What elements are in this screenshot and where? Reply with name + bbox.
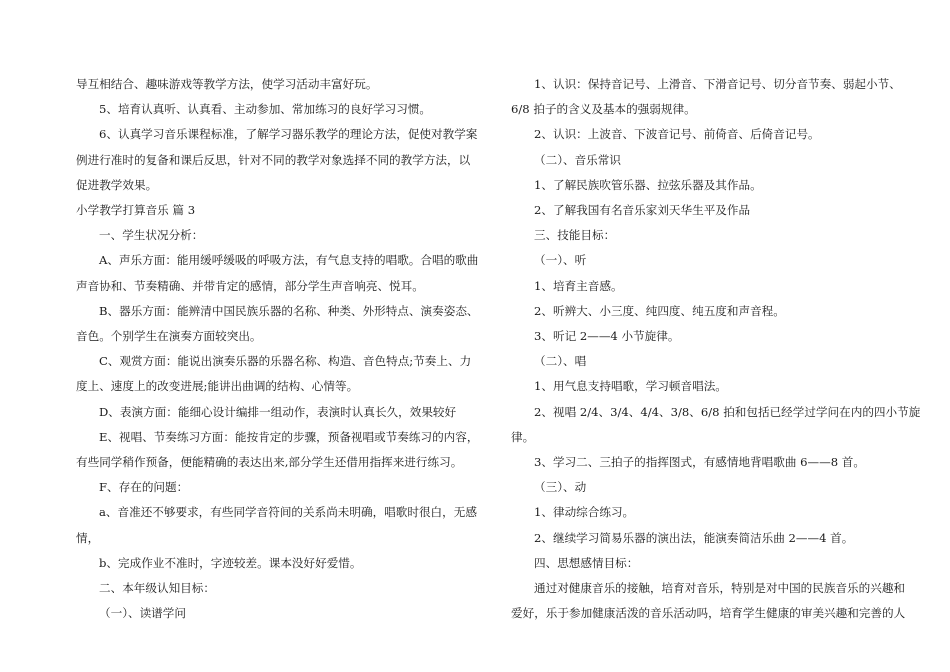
right-line-14: 2、视唱 2/4、3/4、4/4、3/8、6/8 拍和包括已经学过学问在内的四小节旋 <box>534 404 921 419</box>
left-line-16: 有些同学稍作预备，便能精确的表达出来,部分学生还借用指挥来进行练习。 <box>76 455 463 470</box>
right-line-5: 1、了解民族吹管乐器、拉弦乐器及其作品。 <box>534 177 762 192</box>
left-line-20: b、完成作业不准时，字迹较差。课本没好好爱惜。 <box>99 555 362 570</box>
right-line-3: 2、认识：上波音、下波音记号、前倚音、后倚音记号。 <box>534 127 820 142</box>
left-line-10: B、器乐方面：能辨清中国民族乐器的名称、种类、外形特点、演奏姿态、 <box>99 303 479 318</box>
left-line-22: （一）、读谱学问 <box>99 606 186 621</box>
left-line-11: 音色。个别学生在演奏方面较突出。 <box>76 329 262 344</box>
left-line-8: A、声乐方面：能用缓呼缓吸的呼吸方法，有气息支持的唱歌。合唱的歌曲 <box>99 253 479 268</box>
right-line-11: 3、听记 2——4 小节旋律。 <box>534 329 680 344</box>
right-line-19: 2、继续学习简易乐器的演出法，能演奏简洁乐曲 2——4 首。 <box>534 530 854 545</box>
right-line-8: （一）、听 <box>534 253 587 268</box>
right-column <box>511 72 921 626</box>
left-line-14: D、表演方面：能细心设计编排一组动作，表演时认真长久，效果较好 <box>99 404 457 419</box>
left-line-9: 声音协和、节奏精确、并带肯定的感情，部分学生声音响亮、悦耳。 <box>76 278 424 293</box>
right-line-2: 6/8 拍子的含义及基本的强弱规律。 <box>511 102 696 117</box>
left-line-15: E、视唱、节奏练习方面：能按肯定的步骤，预备视唱或节奏练习的内容， <box>99 429 479 444</box>
right-line-7: 三、技能目标： <box>534 228 616 243</box>
right-line-18: 1、律动综合练习。 <box>534 505 635 520</box>
left-line-3: 6、认真学习音乐课程标准，了解学习器乐教学的理论方法，促使对教学案 <box>99 127 478 142</box>
right-line-16: 3、学习二、三拍子的指挥图式，有感情地背唱歌曲 6——8 首。 <box>534 455 865 470</box>
left-line-4: 例进行准时的复备和课后反思，针对不同的教学对象选择不同的教学方法，以 <box>76 152 471 167</box>
right-line-6: 2、了解我国有名音乐家刘天华生平及作品 <box>534 203 751 218</box>
left-line-7: 一、学生状况分析： <box>99 228 204 243</box>
left-line-19: 情， <box>76 530 100 545</box>
right-line-17: （三）、动 <box>534 480 587 495</box>
right-line-21: 通过对健康音乐的接触，培育对音乐，特别是对中国的民族音乐的兴趣和 <box>534 581 906 596</box>
left-line-12: C、观赏方面：能说出演奏乐器的乐器名称、构造、音色特点;节奏上、力 <box>99 354 472 369</box>
left-column <box>76 72 479 626</box>
left-line-17: F、存在的问题： <box>99 480 189 495</box>
left-line-2: 5、培育认真听、认真看、主动参加、常加练习的良好学习习惯。 <box>99 102 432 117</box>
left-line-1: 导互相结合、趣味游戏等教学方法，使学习活动丰富好玩。 <box>76 77 378 91</box>
left-line-18: a、音准还不够要求，有些同学音符间的关系尚未明确，唱歌时很白，无感 <box>99 505 477 520</box>
right-line-20: 四、思想感情目标： <box>534 555 639 570</box>
right-line-22: 爱好，乐于参加健康活泼的音乐活动吗，培育学生健康的审美兴趣和完善的人 <box>511 606 906 621</box>
right-line-10: 2、听辨大、小三度、纯四度、纯五度和声音程。 <box>534 303 785 318</box>
right-line-1: 1、认识：保持音记号、上滑音、下滑音记号、切分音节奏、弱起小节、 <box>534 77 901 91</box>
left-line-21: 二、本年级认知目标： <box>99 581 215 596</box>
right-line-12: （二）、唱 <box>534 354 587 369</box>
right-line-9: 1、培育主音感。 <box>534 278 623 293</box>
left-line-13: 度上、速度上的改变进展;能讲出曲调的结构、心情等。 <box>76 379 359 394</box>
right-line-15: 律。 <box>511 429 535 444</box>
right-line-4: （二）、音乐常识 <box>534 152 621 167</box>
left-line-5: 促进教学效果。 <box>76 177 158 192</box>
right-line-13: 1、用气息支持唱歌，学习顿音唱法。 <box>534 379 727 394</box>
left-line-6: 小学教学打算音乐 篇 3 <box>76 203 196 218</box>
